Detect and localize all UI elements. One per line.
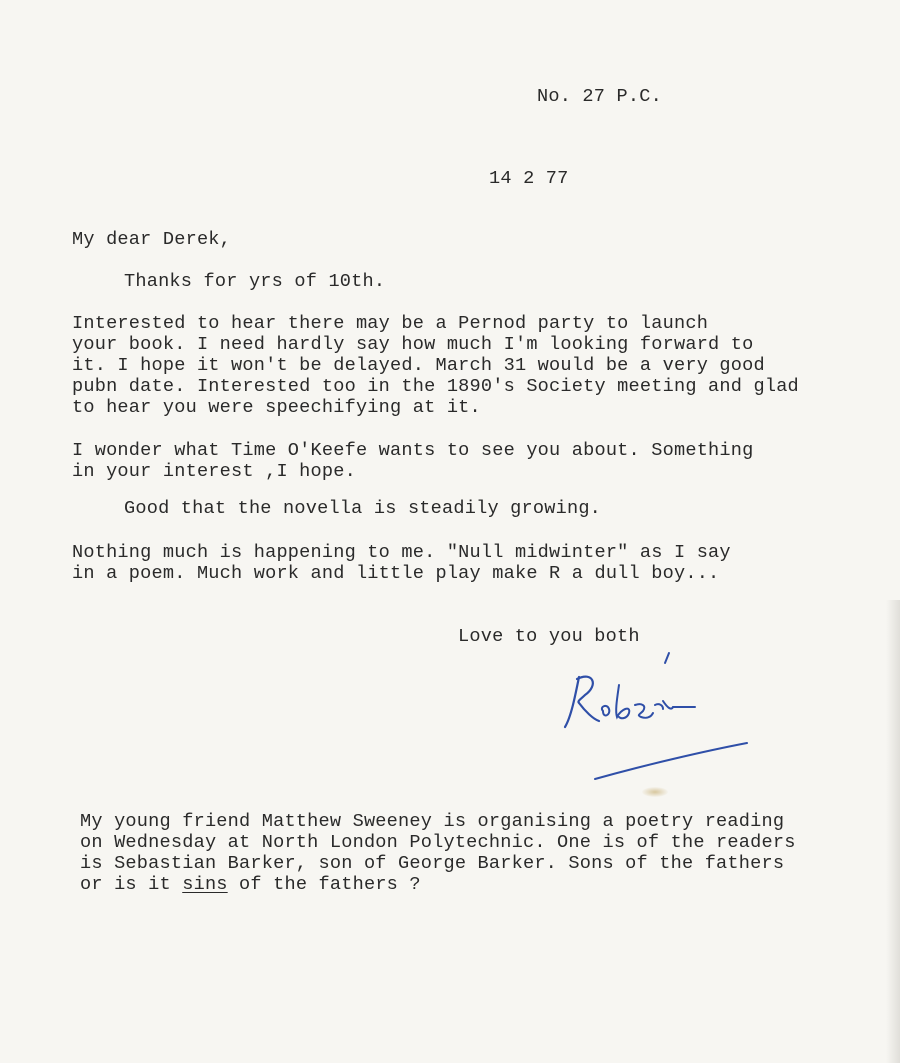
letter-closing: Love to you both [458, 626, 640, 647]
postscript-line-end: of the fathers ? [227, 874, 421, 895]
letter-reference: No. 27 P.C. [537, 86, 662, 107]
postscript-text: My young friend Matthew Sweeney is organising a poetry reading on Wednesday at North London Polytechnic. One is of the readers is Sebastian Barker, son of George Barker. Sons of the fathers or is it [80, 811, 796, 895]
postscript [80, 811, 796, 895]
handwritten-signature [555, 645, 765, 795]
letter-date: 14 2 77 [489, 168, 569, 189]
paragraph-thanks: Thanks for yrs of 10th. [124, 271, 386, 292]
paper-edge-shadow [886, 600, 900, 1063]
paragraph-null-midwinter: Nothing much is happening to me. "Null midwinter" as I say in a poem. Much work and little play make R a dull boy... [72, 542, 731, 584]
paragraph-pernod-party: Interested to hear there may be a Pernod party to launch your book. I need hardly say how much I'm looking forward to it. I hope it won't be delayed. March 31 would be a very good pubn date. Interested too in the 1890's Society meeting and glad to hear you were speechifying at it. [72, 313, 799, 418]
letter-greeting: My dear Derek, [72, 229, 232, 250]
postscript-underlined-word: sins [182, 874, 228, 895]
paper-stain [642, 787, 668, 797]
paragraph-novella: Good that the novella is steadily growing. [124, 498, 602, 519]
paragraph-okeefe: I wonder what Time O'Keefe wants to see you about. Something in your interest ,I hope. [72, 440, 754, 482]
